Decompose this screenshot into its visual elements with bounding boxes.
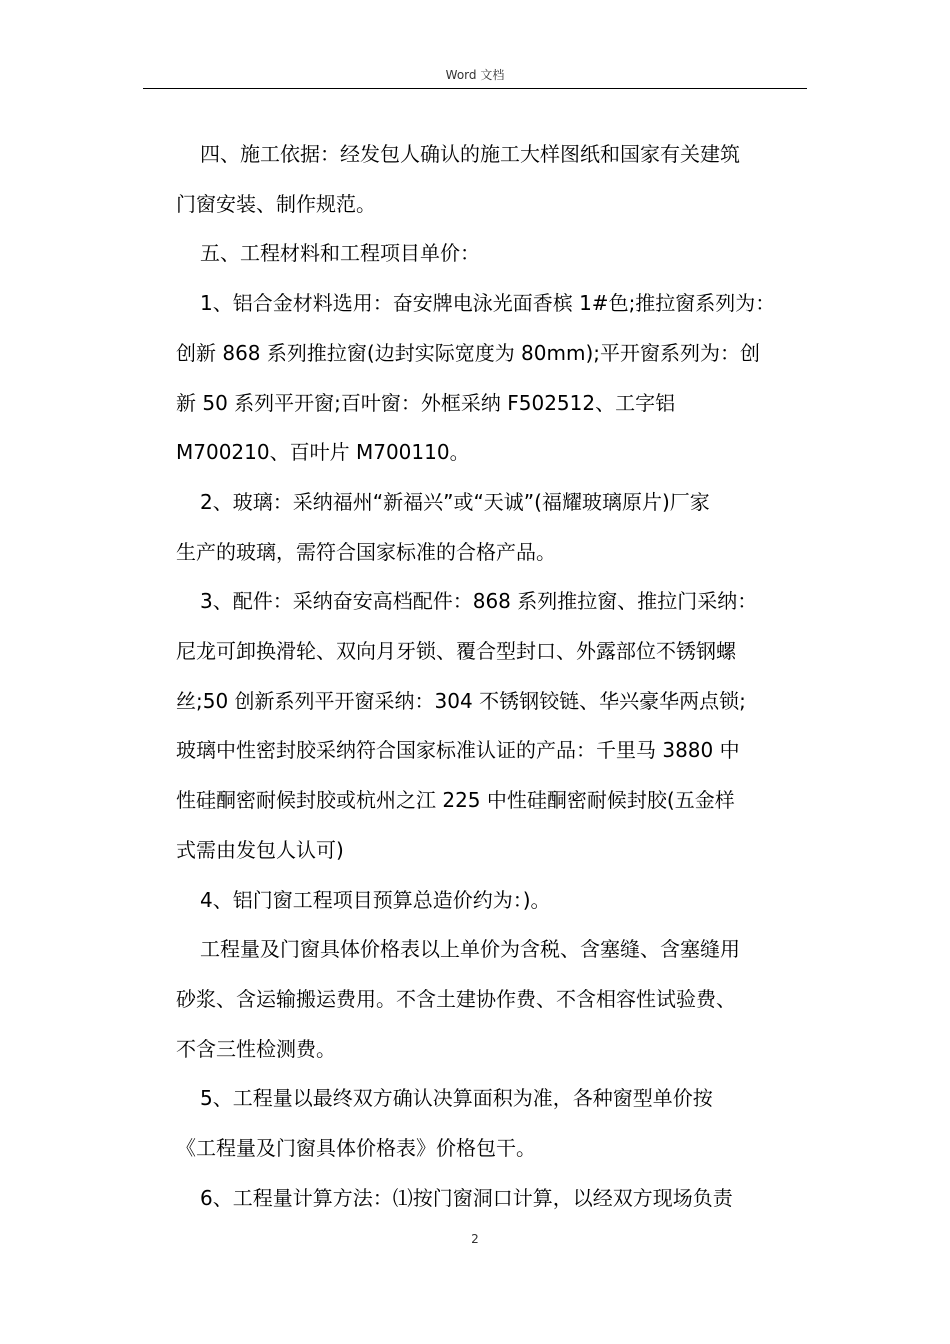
text-line: 砂浆、含运输搬运费用。不含土建协作费、不含相容性试验费、 [176, 986, 736, 1011]
paragraph [176, 130, 804, 229]
text-line: 尼龙可卸换滑轮、双向月牙锁、覆合型封口、外露部位不锈钢螺 [176, 639, 736, 664]
text-line: 生产的玻璃，需符合国家标准的合格产品。 [176, 539, 556, 564]
header-rule [143, 88, 807, 89]
paragraph [176, 229, 804, 279]
text-line: 五、工程材料和工程项目单价： [200, 241, 480, 266]
text-line: 2、玻璃：采纳福州“新福兴”或“天诚”(福耀玻璃原片)厂家 [200, 489, 710, 514]
text-line: 玻璃中性密封胶采纳符合国家标准认证的产品：千里马 3880 中 [176, 738, 740, 763]
text-line: 6、工程量计算方法：⑴按门窗洞口计算，以经双方现场负责 [200, 1185, 733, 1210]
text-line: 工程量及门窗具体价格表以上单价为含税、含塞缝、含塞缝用 [200, 937, 740, 962]
text-line: 3、配件：采纳奋安高档配件：868 系列推拉窗、推拉门采纳： [200, 589, 758, 614]
text-line: 创新 868 系列推拉窗(边封实际宽度为 80mm);平开窗系列为：创 [176, 340, 761, 365]
text-line: 式需由发包人认可) [176, 837, 344, 862]
paragraph [176, 1074, 804, 1173]
text-line: 1、铝合金材料选用：奋安牌电泳光面香槟 1#色;推拉窗系列为： [200, 291, 776, 316]
paragraph [176, 876, 804, 926]
paragraph [176, 279, 804, 478]
text-line: 性硅酮密耐候封胶或杭州之江 225 中性硅酮密耐候封胶(五金样 [176, 788, 735, 813]
text-line: 4、铝门窗工程项目预算总造价约为：)。 [200, 887, 551, 912]
text-line: 5、工程量以最终双方确认决算面积为准，各种窗型单价按 [200, 1086, 713, 1111]
page-number: 2 [471, 1232, 479, 1246]
text-line: 丝;50 创新系列平开窗采纳：304 不锈钢铰链、华兴豪华两点锁; [176, 688, 746, 713]
text-line: 四、施工依据：经发包人确认的施工大样图纸和国家有关建筑 [200, 142, 740, 166]
paragraph [176, 478, 804, 577]
paragraph [176, 577, 804, 875]
text-line: 《工程量及门窗具体价格表》价格包干。 [176, 1136, 536, 1161]
page-header: Word 文档 [445, 68, 505, 82]
text-line: 门窗安装、制作规范。 [176, 191, 376, 216]
document-body [176, 130, 804, 1223]
paragraph [176, 925, 804, 1074]
text-line: 不含三性检测费。 [176, 1036, 336, 1061]
text-line: M700210、百叶片 M700110。 [176, 440, 470, 465]
paragraph [176, 1174, 804, 1224]
text-line: 新 50 系列平开窗;百叶窗：外框采纳 F502512、工字铝 [176, 390, 676, 415]
